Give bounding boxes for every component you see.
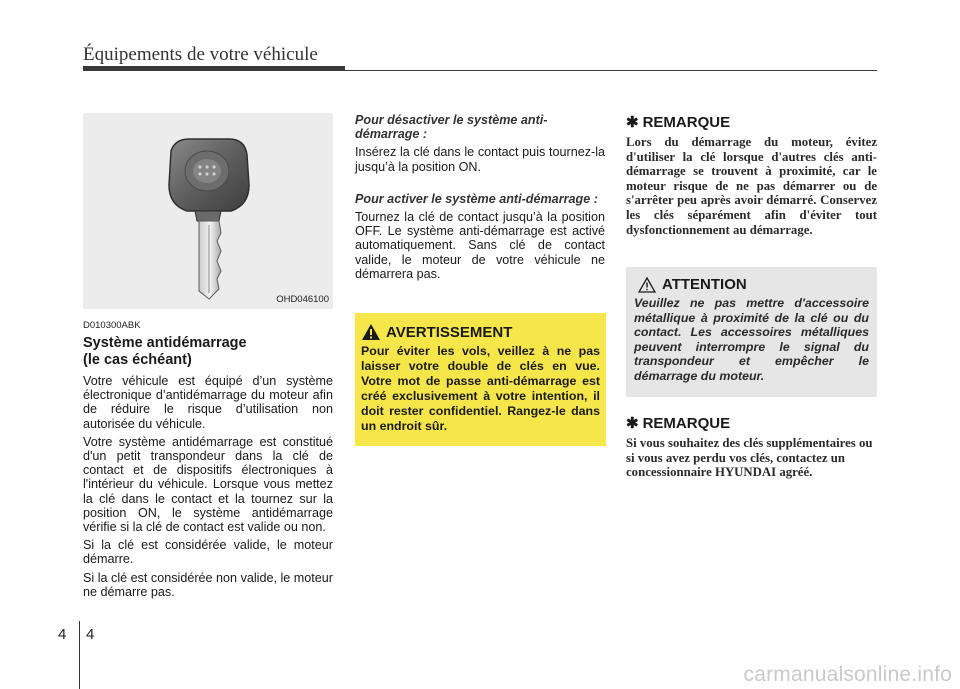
attention-title <box>638 276 869 293</box>
asterisk-icon: ✱ <box>626 415 639 432</box>
remarque-2-title-text: REMARQUE <box>642 414 731 432</box>
remarque-1-title <box>626 113 877 131</box>
warning-box <box>355 313 606 446</box>
page-header-title: Équipements de votre véhicule <box>83 44 318 65</box>
attention-title-text: ATTENTION <box>662 276 747 293</box>
paragraph: Si la clé est considérée valide, le moteur démarre. <box>83 538 333 567</box>
section-code: D010300ABK <box>83 320 141 331</box>
warning-text: Pour éviter les vols, veillez à ne pas laisser votre double de clés en vue. Votre mot de passe anti-démarrage est créé exclusivement à votre intention, il doit rester confidentiel. Rangez-le dans un endroit sûr. <box>361 344 600 433</box>
attention-text: Veuillez ne pas mettre d'accessoire métallique à proximité de la clé ou du contact. Les accessoires métalliques peuvent interrompre le signal du transpondeur et empêcher le démarrage du moteur. <box>634 296 869 383</box>
key-icon <box>83 113 333 309</box>
paragraph: Votre véhicule est équipé d’un système électronique d’antidémarrage du moteur afin de réduire le risque d’utilisation non autorisée du véhicule. <box>83 374 333 431</box>
remarque-2-title <box>626 414 877 432</box>
header-rule-thin <box>83 70 877 71</box>
page-number: 4 <box>86 626 95 643</box>
caution-triangle-icon <box>638 277 656 293</box>
activate-heading: Pour activer le système anti-démarrage : <box>355 191 598 206</box>
remarque-1-text: Lors du démarrage du moteur, évitez d'utiliser la clé lorsque d'autres clés anti-démarrage se trouvent à proximité, car le moteur risque de ne pas démarrer ou de s'arrêter peu après avoir démarré. Conservez les clés séparément afin d'éviter tout dysfonctionnement au démarrage. <box>626 135 877 237</box>
figure-code: OHD046100 <box>276 294 329 305</box>
warning-title <box>361 323 600 341</box>
section-immobilizer <box>83 320 333 603</box>
remarque-1 <box>626 113 877 237</box>
deactivate-heading: Pour désactiver le système anti-démarrage : <box>355 113 548 142</box>
section-title-line2: (le cas échéant) <box>83 352 192 368</box>
footer-divider <box>79 621 80 689</box>
activation-instructions <box>355 113 605 285</box>
key-illustration <box>83 113 333 309</box>
paragraph: Si la clé est considérée non valide, le moteur ne démarre pas. <box>83 570 333 599</box>
section-title-line1: Système antidémarrage <box>83 335 247 351</box>
deactivate-text: Insérez la clé dans le contact puis tournez-la jusqu’à la position ON. <box>355 145 605 174</box>
section-number: 4 <box>58 626 67 643</box>
warning-title-text: AVERTISSEMENT <box>386 323 513 341</box>
remarque-1-title-text: REMARQUE <box>642 113 731 131</box>
attention-box <box>626 267 877 397</box>
remarque-2-text: Si vous souhaitez des clés supplémentaires ou si vous avez perdu vos clés, contactez un concessionnaire HYUNDAI agréé. <box>626 436 873 480</box>
watermark: carmanualsonline.info <box>743 663 952 686</box>
remarque-2 <box>626 414 877 480</box>
warning-triangle-icon <box>361 323 381 341</box>
paragraph: Votre système antidémarrage est constitué d'un petit transpondeur dans la clé de contact et de dispositifs électroniques à l'intérieur du véhicule. Lorsque vous mettez la clé dans le contact et la tournez sur la position ON, le système antidémarrage vérifie si la clé de contact est valide ou non. <box>83 434 333 535</box>
activate-text: Tournez la clé de contact jusqu’à la position OFF. Le système anti-démarrage est activé automatiquement. Sans clé de contact valide, le moteur de votre véhicule ne démarrera pas. <box>355 210 605 281</box>
section-title <box>83 335 333 369</box>
asterisk-icon: ✱ <box>626 114 639 131</box>
